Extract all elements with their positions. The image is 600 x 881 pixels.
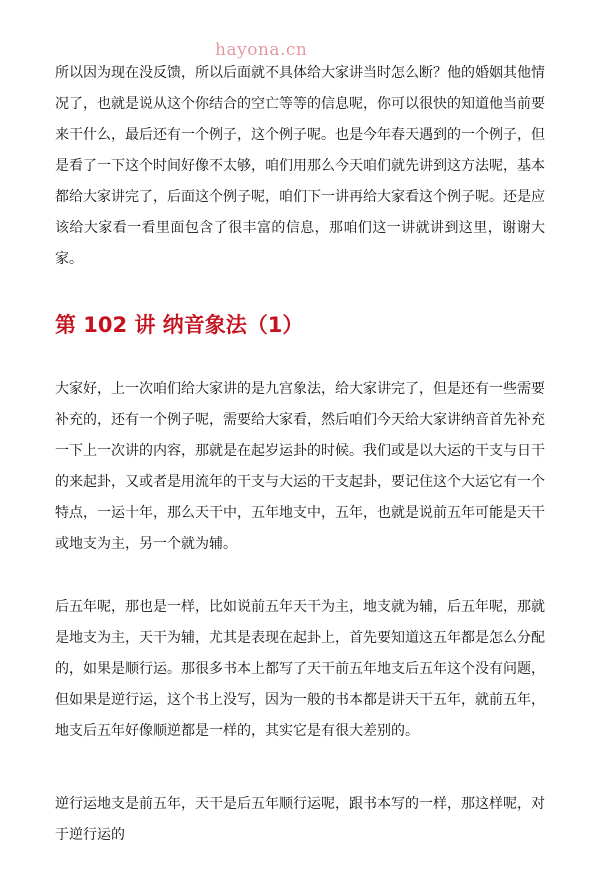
document-page xyxy=(55,58,545,851)
section-heading: 第 102 讲 纳音象法（1） xyxy=(55,313,304,337)
watermark: hayona.cn xyxy=(215,40,308,60)
paragraph-2: 大家好，上一次咱们给大家讲的是九宫象法，给大家讲完了，但是还有一些需要补充的，还有一个例子呢，需要给大家看，然后咱们今天给大家讲纳音首先补充一下上一次讲的内容，那就是在起岁运卦的时候。我们或是以大运的干支与日干的来起卦，又或者是用流年的干支与大运的干支起卦，要记住这个大运它有一个特点，一运十年，那么天干中，五年地支中，五年，也就是说前五年可能是天干或地支为主，另一个就为辅。 xyxy=(55,381,545,552)
paragraph-4: 逆行运地支是前五年，天干是后五年顺行运呢，跟书本写的一样，那这样呢，对于逆行运的 xyxy=(55,796,545,843)
paragraph-1: 所以因为现在没反馈，所以后面就不具体给大家讲当时怎么断？他的婚姻其他情况了，也就是说从这个你结合的空亡等等的信息呢，你可以很快的知道他当前要来干什么，最后还有一个例子，这个例子呢。也是今年春天遇到的一个例子，但是看了一下这个时间好像不太够，咱们用那么今天咱们就先讲到这方法呢，基本都给大家讲完了，后面这个例子呢，咱们下一讲再给大家看这个例子呢。还是应该给大家看一看里面包含了很丰富的信息，那咱们这一讲就讲到这里，谢谢大家。 xyxy=(55,65,545,267)
paragraph-3: 后五年呢，那也是一样，比如说前五年天干为主，地支就为辅，后五年呢，那就是地支为主，天干为辅，尤其是表现在起卦上，首先要知道这五年都是怎么分配的，如果是顺行运。那很多书本上都写了天干前五年地支后五年这个没有问题，但如果是逆行运，这个书上没写，因为一般的书本都是讲天干五年，就前五年，地支后五年好像顺逆都是一样的，其实它是有很大差别的。 xyxy=(55,599,545,739)
